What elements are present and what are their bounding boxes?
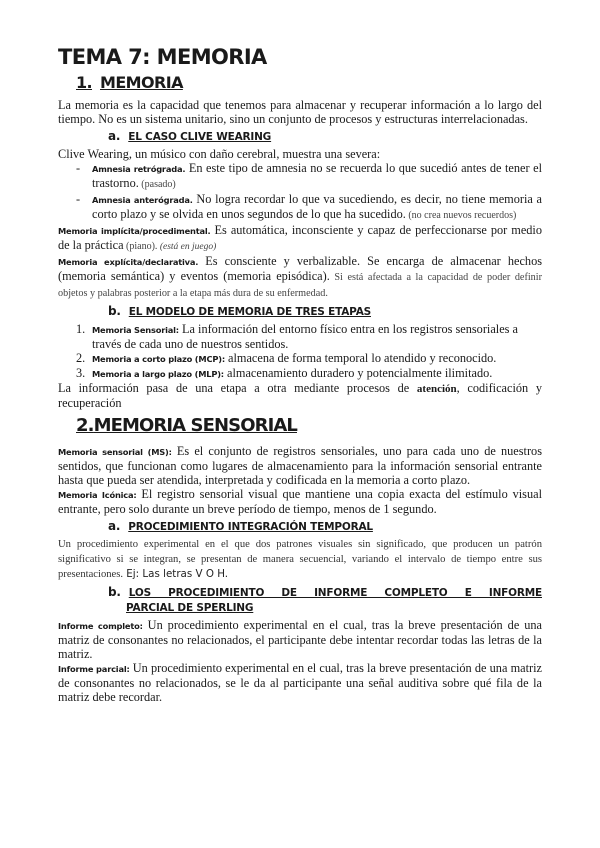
- subsection-2a-heading: [108, 519, 542, 535]
- term-label: Amnesia anterógrada.: [92, 195, 193, 205]
- example-text: Ej: Las letras V O H.: [123, 568, 229, 580]
- item-text: almacenamiento duradero y potencialmente ilimitado.: [223, 366, 493, 380]
- iconic-memory-paragraph: [58, 487, 542, 516]
- side-note: Si está afectada a la capacidad de poder definir objetos y palabras posterior a la etapa más dura de su enfermedad.: [58, 272, 542, 299]
- item-text: almacena de forma temporal lo atendido y reconocido.: [224, 351, 497, 365]
- term-label: Amnesia retrógrada.: [92, 164, 186, 174]
- paragraph-text: Es consciente y verbalizable. Se encarga de almacenar hechos (memoria semántica) y eventos (memoria episódica).: [58, 254, 543, 283]
- term-label: Memoria a largo plazo (MLP):: [92, 369, 224, 379]
- list-number: 1.: [76, 322, 86, 336]
- term-label: Memoria implícita/procedimental.: [58, 226, 211, 236]
- paragraph-text: La información pasa de una etapa a otra mediante procesos de: [58, 381, 417, 395]
- paragraph-text: Es el conjunto de registros sensoriales, uno para cada uno de nuestros sentidos, que funcionan como lugares de almacenamiento para la información sensorial entrante hasta que pueda ser atendida, interpretada y codificada en la memoria a corto plazo.: [58, 444, 542, 487]
- item-text: En este tipo de amnesia no se recuerda lo que sucedió antes de tener el trastorno.: [92, 161, 542, 190]
- term-label: Informe completo:: [58, 621, 143, 631]
- item-note: (pasado): [138, 179, 176, 190]
- dash-marker: -: [76, 192, 81, 206]
- subsection-1b-number: b.: [108, 304, 121, 318]
- section-1-heading: [76, 72, 542, 94]
- list-number: 2.: [76, 351, 86, 365]
- term-label: Memoria a corto plazo (MCP):: [92, 354, 225, 364]
- section-2-title: MEMORIA SENSORIAL: [93, 415, 297, 436]
- list-item: [76, 161, 542, 192]
- document-title: TEMA 7: MEMORIA: [58, 45, 267, 69]
- subsection-2a-title: PROCEDIMIENTO INTEGRACIÓN TEMPORAL: [128, 521, 373, 533]
- paragraph-text: , codificación y recuperación: [58, 381, 542, 410]
- list-item: [76, 366, 542, 381]
- term-label: Informe parcial:: [58, 664, 130, 674]
- section-2-heading: [76, 414, 542, 438]
- bold-word: atención: [416, 383, 457, 395]
- list-item: [76, 322, 542, 351]
- explicit-memory-paragraph: [58, 254, 542, 301]
- subsection-1b-title: EL MODELO DE MEMORIA DE TRES ETAPAS: [128, 306, 371, 318]
- document-page: [58, 44, 542, 704]
- subsection-2b-title-line1: LOS PROCEDIMIENTO DE INFORME COMPLETO E INFORME: [128, 587, 542, 599]
- item-note: (no crea nuevos recuerdos): [405, 210, 517, 221]
- subsection-2b-title-line2: PARCIAL DE SPERLING: [126, 602, 254, 614]
- item-text: La información del entorno físico entra en los registros sensoriales a través de cada uno de nuestros sentidos.: [92, 322, 518, 351]
- subsection-2b-heading: [108, 585, 542, 616]
- temporal-integration-paragraph: [58, 537, 542, 582]
- paragraph-text: Es automática, inconsciente y capaz de perfeccionarse por medio de la práctica: [58, 223, 542, 252]
- section-1-title: MEMORIA: [100, 73, 183, 92]
- term-label: Memoria Icónica:: [58, 490, 137, 500]
- paragraph-text: Un procedimiento experimental en el que dos patrones visuales sin significado, que producen un patrón significativo si se integran, se presentan de manera secuencial, variando el intervalo de tiempo entre sus presentaciones.: [58, 539, 542, 580]
- subsection-2a-number: a.: [108, 519, 121, 533]
- paragraph-text: Un procedimiento experimental en el cual, tras la breve presentación de una matriz de consonantes no relacionados, el participante debe intentar recordar todas las letras de la matriz.: [58, 618, 542, 661]
- partial-report-paragraph: [58, 661, 542, 704]
- section-1-number: 1.: [76, 73, 93, 92]
- subsection-1a-number: a.: [108, 129, 121, 143]
- subsection-1a-title: EL CASO CLIVE WEARING: [128, 131, 272, 143]
- section-2-number: 2.: [76, 415, 94, 436]
- list-number: 3.: [76, 366, 86, 380]
- list-item: [76, 192, 542, 223]
- section-1-intro: La memoria es la capacidad que tenemos para almacenar y recuperar información a lo largo del tiempo. No es un sistema unitario, sino un conjunto de procesos y estructuras interrelacionadas.: [58, 98, 542, 126]
- term-label: Memoria explícita/declarativa.: [58, 257, 199, 267]
- three-stage-list: [76, 322, 542, 381]
- sensory-memory-paragraph: [58, 444, 542, 487]
- subsection-1a-heading: [108, 129, 542, 145]
- example-note: (piano).: [123, 241, 158, 252]
- amnesia-list: [76, 161, 542, 223]
- item-text: No logra recordar lo que va sucediendo, es decir, no tiene memoria a corto plazo y se olvida en unos segundos de lo que ha sucedido.: [92, 192, 542, 221]
- term-label: Memoria sensorial (MS):: [58, 447, 172, 457]
- italic-note: (está en juego): [157, 242, 217, 252]
- stage-transition-paragraph: [58, 381, 542, 410]
- subsection-2b-number: b.: [108, 585, 121, 599]
- subsection-1b-heading: [108, 304, 542, 320]
- implicit-memory-paragraph: [58, 223, 542, 254]
- complete-report-paragraph: [58, 618, 542, 661]
- clive-intro: Clive Wearing, un músico con daño cerebral, muestra una severa:: [58, 147, 381, 161]
- paragraph-text: Un procedimiento experimental en el cual, tras la breve presentación de una matriz de consonantes no relacionados, se le da al participante una señal auditiva sobre qué fila de la matriz debe recordar.: [58, 661, 542, 704]
- term-label: Memoria Sensorial:: [92, 325, 179, 335]
- dash-marker: -: [76, 161, 81, 175]
- paragraph-text: El registro sensorial visual que mantiene una copia exacta del estímulo visual entrante, pero solo durante un breve período de tiempo, menos de 1 segundo.: [58, 487, 542, 516]
- list-item: [76, 351, 542, 366]
